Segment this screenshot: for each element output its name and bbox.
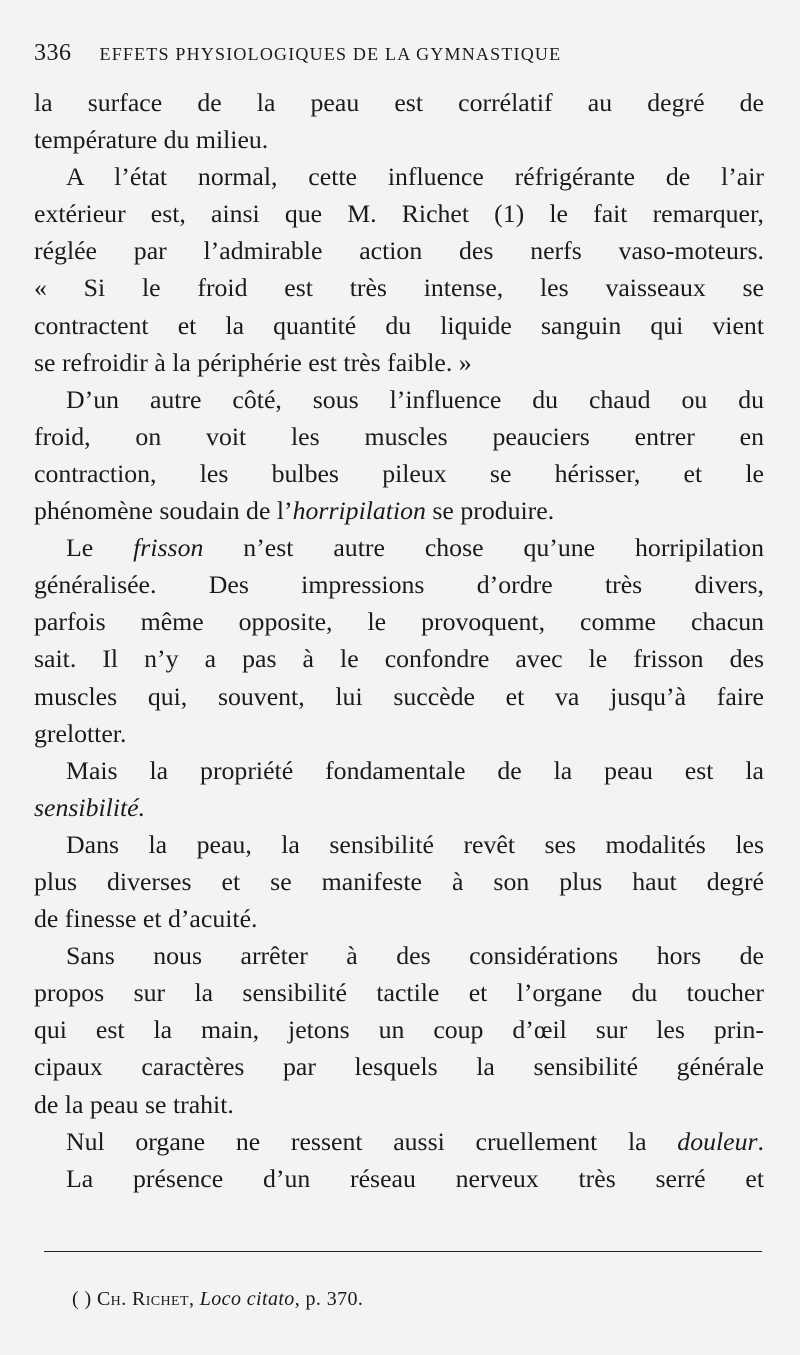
text-line <box>34 937 764 974</box>
text-line <box>34 863 764 900</box>
footnote-rule <box>44 1251 762 1252</box>
text-segment: la surface de la peau est corrélatif au degré de <box>34 88 764 117</box>
text-segment: A l’état normal, cette influence réfrigérante de l’air <box>66 162 764 192</box>
text-segment: Mais la propriété fondamentale de la peau est la <box>66 755 764 785</box>
text-line <box>34 492 764 529</box>
footnote-author: Ch. Richet, <box>96 1288 195 1310</box>
text-line <box>34 455 764 492</box>
text-segment: plus diverses et se manifeste à son plus haut degré <box>34 866 764 896</box>
text-segment: Sans nous arrêter à des considérations hors de <box>66 941 764 971</box>
text-line <box>34 826 764 863</box>
text-segment: température du milieu. <box>34 125 269 155</box>
page-number: 336 <box>34 40 72 66</box>
text-line <box>34 566 764 603</box>
text-segment: parfois même opposite, le provoquent, comme chacun <box>34 607 764 637</box>
text-line <box>34 1160 764 1197</box>
text-line <box>34 269 764 306</box>
text-line <box>34 121 764 158</box>
text-segment: propos sur la sensibilité tactile et l’organe du toucher <box>34 978 764 1008</box>
text-segment: . <box>757 1126 764 1156</box>
text-line <box>34 752 764 789</box>
text-segment: sait. Il n’y a pas à le confondre avec le frisson des <box>34 644 764 674</box>
text-segment: Nul organe ne ressent aussi cruellement la <box>66 1126 678 1156</box>
text-line <box>34 640 764 677</box>
text-segment: réglée par l’admirable action des nerfs vaso-moteurs. <box>34 236 764 266</box>
running-title: EFFETS PHYSIOLOGIQUES DE LA GYMNASTIQUE <box>99 44 562 64</box>
text-segment: contraction, les bulbes pileux se hérisser, et le <box>34 458 764 488</box>
text-segment: extérieur est, ainsi que M. Richet (1) le fait remarquer, <box>34 199 764 229</box>
page-header <box>34 40 754 74</box>
text-line <box>34 900 764 937</box>
text-segment: D’un autre côté, sous l’influence du chaud ou du <box>66 384 764 414</box>
text-line <box>34 195 764 232</box>
text-segment: se produire. <box>425 496 555 526</box>
text-line <box>34 84 764 121</box>
text-segment: n’est autre chose qu’une horripilation <box>203 533 764 563</box>
text-segment: Le <box>66 533 134 563</box>
text-line <box>34 158 764 195</box>
text-line <box>34 344 764 381</box>
text-segment: se refroidir à la périphérie est très faible. » <box>34 347 472 377</box>
text-segment: « Si le froid est très intense, les vaisseaux se <box>34 273 764 303</box>
footnote <box>72 1288 363 1311</box>
italic-text: douleur <box>677 1126 758 1156</box>
text-line <box>34 529 764 566</box>
text-segment: généralisée. Des impressions d’ordre très divers, <box>34 570 764 600</box>
text-segment: de finesse et d’acuité. <box>34 904 258 934</box>
text-segment: phénomène soudain de l’ <box>34 496 293 526</box>
text-segment: qui est la main, jetons un coup d’œil sur les prin- <box>34 1015 764 1045</box>
text-line <box>34 603 764 640</box>
body-text <box>34 84 764 1197</box>
text-segment: grelotter. <box>34 718 127 748</box>
text-segment: cipaux caractères par lesquels la sensibilité générale <box>34 1052 764 1082</box>
text-segment: La présence d’un réseau nerveux très serré et <box>66 1163 764 1193</box>
italic-text: frisson <box>133 533 204 563</box>
text-line <box>34 1011 764 1048</box>
text-line <box>34 1086 764 1123</box>
text-line <box>34 1123 764 1160</box>
text-line <box>34 381 764 418</box>
text-line <box>34 307 764 344</box>
italic-text: horripilation <box>292 496 426 526</box>
text-line <box>34 789 764 826</box>
text-segment: Dans la peau, la sensibilité revêt ses modalités les <box>66 829 764 859</box>
footnote-citation: Loco citato <box>199 1288 295 1310</box>
text-segment: contractent et la quantité du liquide sanguin qui vient <box>34 310 764 340</box>
text-line <box>34 974 764 1011</box>
text-segment: de la peau se trahit. <box>34 1089 234 1119</box>
text-line <box>34 715 764 752</box>
footnote-marker: ( ) <box>72 1288 92 1310</box>
text-line <box>34 418 764 455</box>
text-line <box>34 1048 764 1085</box>
text-segment: froid, on voit les muscles peauciers entrer en <box>34 421 764 451</box>
text-line <box>34 232 764 269</box>
italic-text: sensibilité. <box>34 792 146 822</box>
text-line <box>34 678 764 715</box>
footnote-page-ref: , p. 370. <box>294 1288 364 1310</box>
text-segment: muscles qui, souvent, lui succède et va jusqu’à faire <box>34 681 764 711</box>
